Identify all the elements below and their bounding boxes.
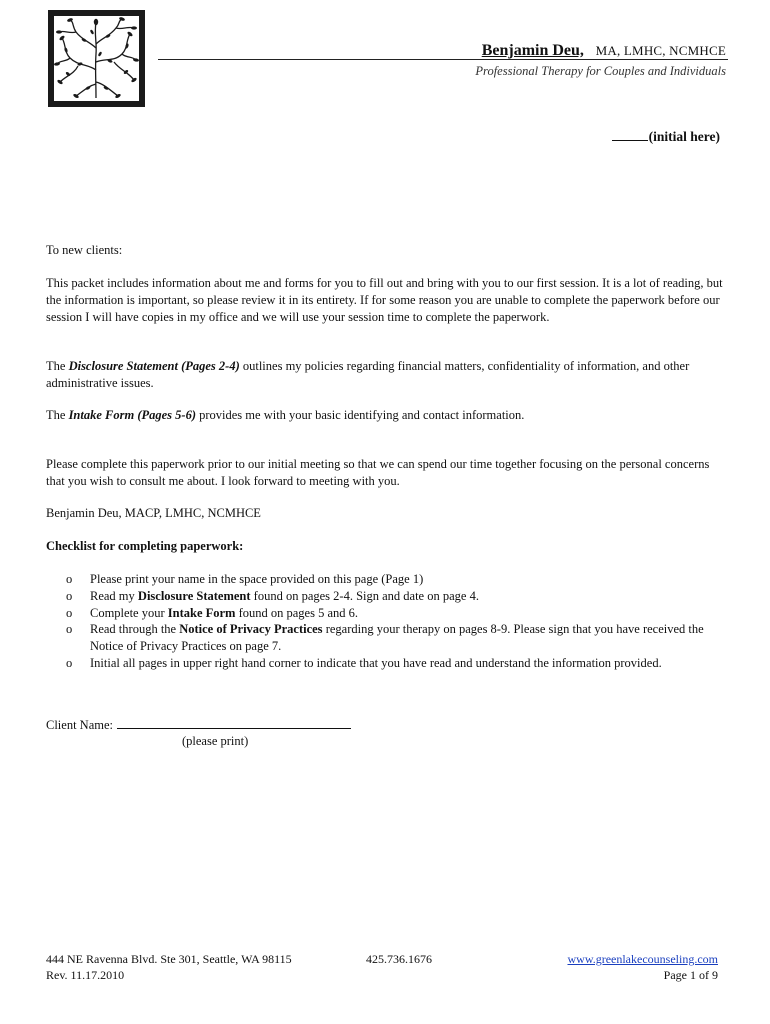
checklist bbox=[46, 571, 736, 672]
item-text: regarding your therapy on pages 8-9. Please sign that you have received the Notice of Privacy Practices on page 7. bbox=[90, 622, 704, 654]
list-item bbox=[46, 621, 736, 655]
item-text: found on pages 5 and 6. bbox=[235, 605, 359, 620]
client-name-note: (please print) bbox=[182, 734, 249, 748]
list-item bbox=[46, 605, 736, 622]
item-text: Initial all pages in upper right hand corner to indicate that you have read and understand the information provided. bbox=[90, 655, 662, 670]
item-bold: Intake Form bbox=[167, 605, 236, 620]
client-name-line[interactable] bbox=[117, 716, 351, 729]
footer-right bbox=[567, 952, 718, 983]
client-name-field[interactable] bbox=[46, 716, 351, 733]
practice-tagline: Professional Therapy for Couples and Individuals bbox=[475, 64, 726, 78]
bullet: o bbox=[66, 588, 73, 603]
intake-pre: The bbox=[46, 408, 69, 422]
bullet: o bbox=[66, 605, 73, 620]
bullet: o bbox=[66, 572, 73, 586]
item-text: Read my bbox=[90, 588, 138, 603]
intake-post: provides me with your basic identifying and contact information. bbox=[196, 408, 525, 422]
greeting: To new clients: bbox=[46, 243, 123, 257]
list-item bbox=[46, 571, 736, 588]
website-link[interactable]: www.greenlakecounseling.com bbox=[567, 952, 718, 966]
page-number: Page 1 of 9 bbox=[663, 967, 718, 982]
client-name-label: Client Name: bbox=[46, 718, 113, 732]
name-text: Benjamin Deu, bbox=[481, 42, 584, 59]
footer-left bbox=[46, 952, 292, 983]
item-bold: Notice of Privacy Practices bbox=[179, 622, 323, 637]
disclosure-title: Disclosure Statement (Pages 2-4) bbox=[68, 359, 240, 373]
footer-phone: 425.736.1676 bbox=[366, 952, 432, 966]
practitioner-name bbox=[482, 42, 726, 60]
item-text: Please print your name in the space provided on this page (Page 1) bbox=[90, 572, 424, 586]
list-item bbox=[46, 588, 736, 605]
intake-title: Intake Form (Pages 5-6) bbox=[68, 408, 196, 422]
item-text: Complete your bbox=[90, 605, 168, 620]
item-text: found on pages 2-4. Sign and date on page 4. bbox=[250, 588, 479, 603]
list-item bbox=[46, 655, 736, 672]
signature-line: Benjamin Deu, MACP, LMHC, NCMHCE bbox=[46, 506, 261, 520]
initial-label: (initial here) bbox=[648, 129, 720, 144]
closing-paragraph: Please complete this paperwork prior to our initial meeting so that we can spend our time together focusing on the personal concerns that you wish to consult me about. I look forward to meeting with you. bbox=[46, 457, 710, 488]
item-text: Read through the bbox=[90, 622, 180, 637]
disclosure-post: outlines my policies regarding financial matters, confidentiality of information, and other administrative issues. bbox=[46, 359, 690, 390]
initial-blank-line[interactable] bbox=[612, 128, 648, 141]
intro-paragraph: This packet includes information about me and forms for you to fill out and bring with you to our first session. It is a lot of reading, but the information is important, so please review it in its entirety. If for some reason you are unable to complete the paperwork before our session I will have copies in my office and we will use your session time to complete the paperwork. bbox=[46, 276, 723, 324]
footer-revision: Rev. 11.17.2010 bbox=[46, 967, 125, 982]
bullet: o bbox=[66, 622, 73, 637]
intake-paragraph bbox=[46, 407, 726, 424]
disclosure-paragraph bbox=[46, 358, 726, 392]
disclosure-pre: The bbox=[46, 359, 69, 373]
bullet: o bbox=[66, 655, 73, 670]
checklist-heading: Checklist for completing paperwork: bbox=[46, 539, 244, 553]
item-bold: Disclosure Statement bbox=[137, 588, 251, 603]
initial-field[interactable] bbox=[612, 128, 720, 145]
credentials-text: MA, LMHC, NCMHCE bbox=[595, 43, 726, 58]
footer-address: 444 NE Ravenna Blvd. Ste 301, Seattle, WA 98115 bbox=[46, 952, 292, 966]
tree-logo-icon bbox=[48, 10, 145, 107]
